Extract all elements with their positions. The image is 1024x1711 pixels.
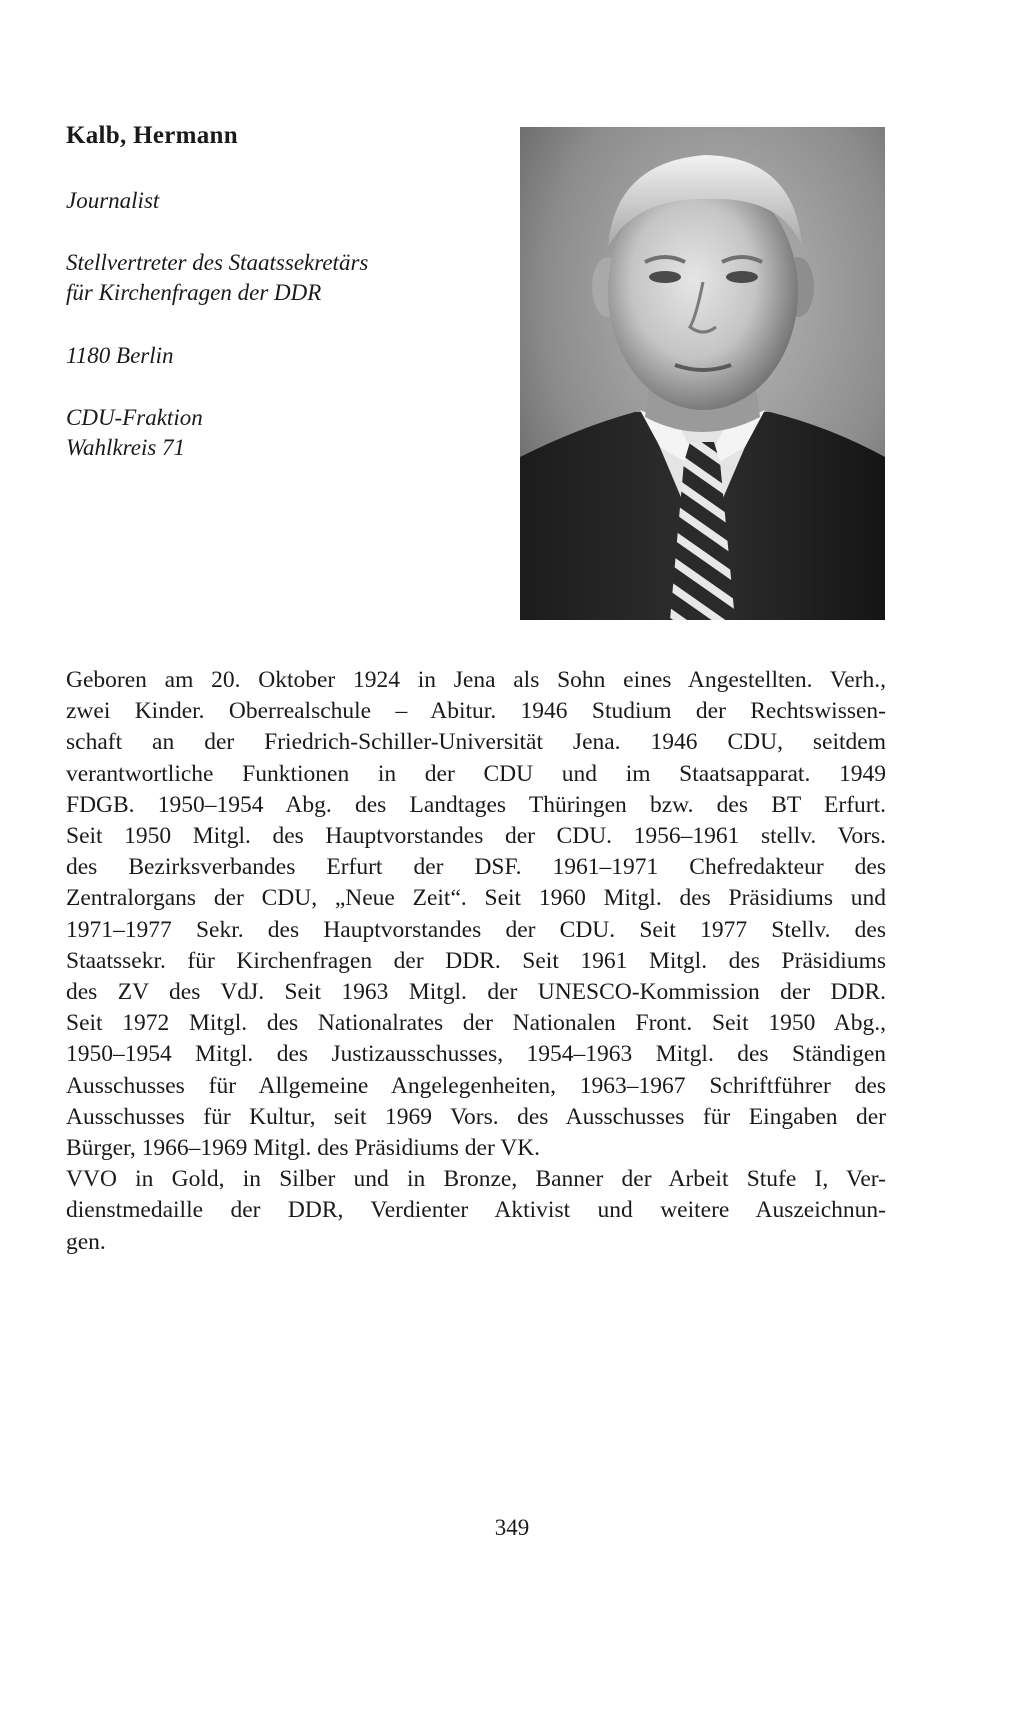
biography-line: VVO in Gold, in Silber und in Bronze, Banner der Arbeit Stufe I, Ver-: [66, 1166, 886, 1193]
person-name: Kalb, Hermann: [66, 122, 238, 149]
occupation: Journalist: [66, 188, 160, 213]
position: [66, 248, 368, 308]
biography-line: Geboren am 20. Oktober 1924 in Jena als Sohn eines Angestellten. Verh.,: [66, 667, 886, 693]
biography-line: Bürger, 1966–1969 Mitgl. des Präsidiums der VK.: [66, 1135, 541, 1162]
biography-line: Ausschusses für Kultur, seit 1969 Vors. des Ausschusses für Eingaben der: [66, 1103, 886, 1130]
biography-line: zwei Kinder. Oberrealschule – Abitur. 1946 Studium der Rechtswissen-: [66, 698, 886, 725]
biography-line: 1950–1954 Mitgl. des Justizausschusses, 1954–1963 Mitgl. des Ständigen: [66, 1041, 886, 1068]
biography-line: Ausschusses für Allgemeine Angelegenheiten, 1963–1967 Schriftführer des: [66, 1072, 886, 1099]
biography-line: des Bezirksverbandes Erfurt der DSF. 1961–1971 Chefredakteur des: [66, 854, 886, 881]
city: 1180 Berlin: [66, 343, 174, 368]
faction-line: CDU-Fraktion: [66, 405, 203, 430]
biography: [66, 665, 886, 1258]
faction: [66, 403, 203, 463]
biography-line: dienstmedaille der DDR, Verdienter Aktivist und weitere Auszeichnun-: [66, 1197, 886, 1224]
biography-line: FDGB. 1950–1954 Abg. des Landtages Thüringen bzw. des BT Erfurt.: [66, 791, 886, 818]
biography-line: gen.: [66, 1228, 106, 1255]
position-line: Stellvertreter des Staatssekretärs: [66, 250, 369, 275]
biography-line: Staatssekr. für Kirchenfragen der DDR. Seit 1961 Mitgl. des Präsidiums: [66, 947, 886, 974]
biography-line: schaft an der Friedrich-Schiller-Universität Jena. 1946 CDU, seitdem: [66, 729, 886, 756]
biography-line: verantwortliche Funktionen in der CDU und im Staatsapparat. 1949: [66, 760, 886, 787]
biography-line: Seit 1972 Mitgl. des Nationalrates der Nationalen Front. Seit 1950 Abg.,: [66, 1010, 886, 1037]
biography-line: Seit 1950 Mitgl. des Hauptvorstandes der CDU. 1956–1961 stellv. Vors.: [66, 823, 886, 850]
biography-line: 1971–1977 Sekr. des Hauptvorstandes der CDU. Seit 1977 Stellv. des: [66, 916, 886, 943]
portrait-photo-icon: [520, 127, 885, 620]
biography-line: Zentralorgans der CDU, „Neue Zeit“. Seit 1960 Mitgl. des Präsidiums und: [66, 885, 886, 912]
page-number: 349: [494, 1515, 530, 1540]
faction-line: Wahlkreis 71: [66, 435, 186, 460]
biography-line: des ZV des VdJ. Seit 1963 Mitgl. der UNESCO-Kommission der DDR.: [66, 979, 886, 1006]
position-line: für Kirchenfragen der DDR: [66, 280, 322, 305]
